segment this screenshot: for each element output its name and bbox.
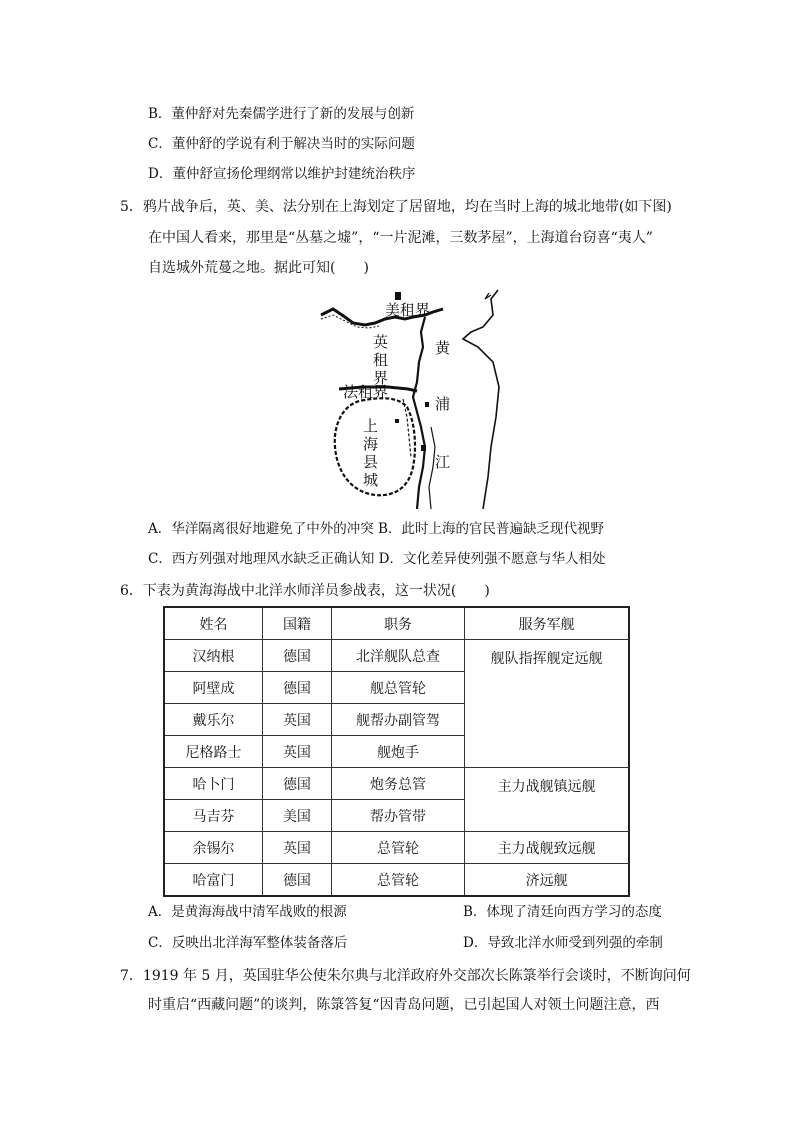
label-county-1: 上 [363, 417, 379, 435]
cell-position: 舰炮手 [331, 736, 464, 768]
label-british-2: 租 [373, 351, 389, 369]
q7-stem-line2: 时重启“西藏问题”的谈判，陈箓答复“因青岛问题，已引起国人对领土问题注意，西 [148, 997, 660, 1013]
cell-position: 舰总管轮 [331, 672, 464, 704]
label-american-concession: 美租界 [385, 301, 431, 319]
table-header-row [164, 607, 629, 640]
q5-stem-line3: 自选城外荒蔓之地。据此可知( ) [148, 260, 369, 276]
cell-nationality: 英国 [263, 832, 332, 864]
label-river-1: 黄 [435, 339, 451, 357]
header-ship: 服务军舰 [465, 607, 629, 640]
label-county-3: 县 [363, 453, 379, 471]
cell-position: 总管轮 [331, 832, 464, 864]
q6-option-c: C．反映出北洋海军整体装备落后 [148, 935, 348, 951]
q4-option-d: D．董仲舒宣扬伦理纲常以维护封建统治秩序 [148, 166, 416, 182]
header-position: 职务 [331, 607, 464, 640]
header-nationality: 国籍 [263, 607, 332, 640]
q6-option-d: D．导致北洋水师受到列强的牵制 [463, 935, 663, 951]
label-county-2: 海 [363, 435, 379, 453]
table-row [164, 864, 629, 897]
cell-nationality: 英国 [263, 736, 332, 768]
header-name: 姓名 [164, 607, 263, 640]
cell-position: 帮办管带 [331, 800, 464, 832]
label-british-3: 界 [373, 369, 389, 387]
cell-position: 炮务总管 [331, 768, 464, 800]
q6-option-a: A．是黄海海战中清军战败的根源 [148, 904, 347, 920]
cell-name: 马吉芬 [164, 800, 263, 832]
cell-ship: 主力战舰镇远舰 [465, 768, 629, 832]
cell-name: 哈卜门 [164, 768, 263, 800]
q6-option-b: B．体现了清廷向西方学习的态度 [463, 904, 662, 920]
river-east-bank [463, 290, 499, 509]
cell-name: 哈富门 [164, 864, 263, 897]
cell-position: 舰帮办副管驾 [331, 704, 464, 736]
cell-name: 阿壁成 [164, 672, 263, 704]
q5-options-row1: A．华洋隔离很好地避免了中外的冲突 B．此时上海的官民普遍缺乏现代视野 [148, 521, 604, 537]
cell-nationality: 英国 [263, 704, 332, 736]
cell-ship: 济远舰 [465, 864, 629, 897]
cell-name: 戴乐尔 [164, 704, 263, 736]
label-british-1: 英 [373, 333, 389, 351]
river-west-bank [413, 317, 425, 509]
cell-nationality: 德国 [263, 768, 332, 800]
cell-nationality: 美国 [263, 800, 332, 832]
q4-option-b: B．董仲舒对先秦儒学进行了新的发展与创新 [148, 106, 415, 122]
q5-options-row2: C．西方列强对地理风水缺乏正确认知 D．文化差异使列强不愿意与华人相处 [148, 551, 606, 567]
q5-stem-line1: 5．鸦片战争后，英、美、法分别在上海划定了居留地，均在当时上海的城北地带(如下图) [120, 199, 672, 215]
shanghai-concession-map [313, 287, 503, 509]
cell-name: 汉纳根 [164, 640, 263, 672]
table-row [164, 768, 629, 800]
q7-stem-line1: 7．1919 年 5 月，英国驻华公使朱尔典与北洋政府外交部次长陈箓举行会谈时，不断询问何 [120, 968, 691, 984]
cell-ship: 主力战舰致远舰 [465, 832, 629, 864]
cell-name: 余锡尔 [164, 832, 263, 864]
label-french-concession: 法租界 [343, 383, 389, 401]
q6-stem: 6．下表为黄海海战中北洋水师洋员参战表，这一状况( ) [120, 583, 490, 599]
q5-stem-line2: 在中国人看来，那里是“丛墓之墟”，“一片泥滩，三数茅屋”，上海道台窃喜“夷人” [148, 230, 653, 246]
cell-position: 总管轮 [331, 864, 464, 897]
table-row [164, 640, 629, 672]
table-row [164, 832, 629, 864]
cell-nationality: 德国 [263, 864, 332, 897]
q4-option-c: C．董仲舒的学说有利于解决当时的实际问题 [148, 136, 415, 152]
cell-name: 尼格路士 [164, 736, 263, 768]
cell-nationality: 德国 [263, 640, 332, 672]
label-river-2: 浦 [435, 395, 451, 413]
cell-position: 北洋舰队总查 [331, 640, 464, 672]
foreign-crew-table [163, 606, 630, 897]
label-county-4: 城 [363, 471, 379, 489]
cell-ship: 舰队指挥舰定远舰 [465, 640, 629, 768]
cell-nationality: 德国 [263, 672, 332, 704]
label-river-3: 江 [435, 453, 451, 471]
